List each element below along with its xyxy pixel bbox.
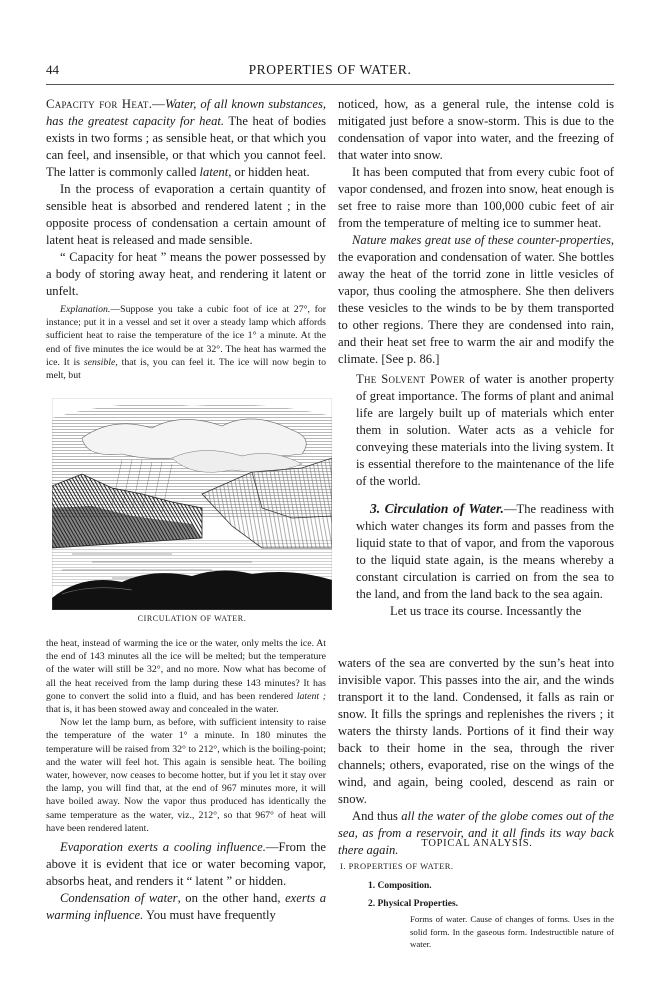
section-heading: 3. Circulation of Water. xyxy=(370,501,504,516)
italic-word: latent ; xyxy=(296,690,326,702)
page-number: 44 xyxy=(46,62,59,77)
evaporation-cooling-paragraph xyxy=(46,839,326,890)
nature-paragraph xyxy=(338,232,614,368)
text-span: that is, it has been stowed away and concealed in the water. xyxy=(46,704,279,716)
italic-statement: all the water of the globe comes out of the sea, as from a reservoir, and it all finds its way back there again. xyxy=(338,809,614,857)
melting-paragraph xyxy=(46,637,326,716)
section-lead: Capacity for Heat.— xyxy=(46,97,166,111)
text-span: , on the other hand, xyxy=(177,891,286,906)
left-column-bottom xyxy=(46,637,326,924)
italic-statement: exerts a warming influence. xyxy=(46,891,327,923)
text-span: of water is another property of great importance. The forms of plant and animal life are largely built up of materials which enter them in solution. Water acts as a vehicle for conveying these materials into the living system. It is essential therefore to the maintenance of the life of the world. xyxy=(356,372,614,488)
italic-heading: Condensation of water xyxy=(60,891,178,906)
solvent-power-block xyxy=(356,371,614,490)
text-span: You must have frequently xyxy=(143,908,276,923)
text-span: the heat, instead of warming the ice or the water, only melts the ice. At the end of 143 minutes all the ice will be melted; but the temperature of the water will still be 32°, and no more. Now what has become of all the heat received from the lamp during these 143 minutes? It has gone to convert the solid into a fluid, and has been rendered xyxy=(46,638,326,702)
evaporation-paragraph: In the process of evaporation a certain quantity of sensible heat is absorbed and rendered latent ; in the opposite process of condensation a certain amount of latent heat is released and made sensible. xyxy=(46,182,326,247)
text-span: , that is, you can feel it. The ice will now begin to melt, but xyxy=(46,356,326,382)
text-span: , the evaporation and condensation of water. She bottles away the heat of the torrid zone in little vesicles of vapor, thus cooling the atmosphere. She then delivers these vesicles to the winds to be by them transported to other regions. There they are condensed into rain, and their heat set free to warm the air and modify the climate. [See p. 86.] xyxy=(338,233,614,366)
circulation-illustration xyxy=(52,398,332,610)
trace-course-line: Let us trace its course. Incessantly the xyxy=(390,604,582,618)
explanation-paragraph xyxy=(46,303,326,382)
text-span: , or hidden heat. xyxy=(228,165,310,179)
figure-caption: CIRCULATION OF WATER. xyxy=(137,614,247,623)
text-span: The heat of bodies exists in two forms ; as sensible heat, or that which you can feel, and insensible, or that which you cannot feel. The latter is commonly called xyxy=(46,114,326,179)
outline-item-composition: 1. Composition. xyxy=(368,881,432,891)
text-span: —The readiness with which water changes its form and passes from the liquid state to that of vapor, and from the vaporous to the liquid state again, is the means whereby a constant circulation is carried on from the sea to the land, and from the land back to the sea again. xyxy=(356,502,615,601)
running-title: PROPERTIES OF WATER. xyxy=(248,62,412,77)
reservoir-paragraph xyxy=(338,808,614,859)
italic-heading: Evaporation exerts a cooling influence. xyxy=(60,840,266,855)
engraving-image xyxy=(52,398,332,610)
italic-word: latent xyxy=(199,165,229,179)
outline-item-properties: I. PROPERTIES OF WATER. xyxy=(340,861,454,871)
left-column-top xyxy=(46,96,326,382)
sea-cycle-paragraph: waters of the sea are converted by the sun’s heat into invisible vapor. This passes into the air, and the winds transport it to the land. Condensed, it falls as rain or snow. It fills the springs and replenishes the rivers ; it waters the thirsty lands. Portions of it find their way back to their home in the sea, through the river channels; others, evaporated, rise on the wings of the wind, and again, being cooled, descend as rain or snow. xyxy=(338,656,614,806)
text-span: —From the above it is evident that ice or water becoming vapor, absorbs heat, and renders it “ latent ” or hidden. xyxy=(46,840,326,889)
solvent-power-paragraph xyxy=(356,371,614,490)
circulation-paragraph xyxy=(356,500,614,603)
running-header xyxy=(46,62,614,82)
right-column-top xyxy=(338,96,614,368)
circulation-block xyxy=(356,500,614,620)
outline-description: Forms of water. Cause of changes of forms. Uses in the solid form. In the gaseous form. Indestructible nature of water. xyxy=(410,914,614,949)
boiling-paragraph: Now let the lamp burn, as before, with sufficient intensity to raise the temperature of the water 1° a minute. In 180 minutes the temperature will be raised from 32° to 212°, which is the boiling-point; and the water will feel hot. This again is sensible heat. The boiling water, however, now ceases to become hotter, but if you let it stay over the lamp, you will find that, at the end of 967 minutes more, it will have boiled away. Now the vapor thus produced has identically the same temperature as the water, viz., 212°, so that 967° of heat will have been rendered latent. xyxy=(46,717,326,834)
capacity-definition-paragraph: “ Capacity for heat ” means the power possessed by a body of storing away heat, and rendering it latent or unfelt. xyxy=(46,250,326,298)
italic-statement: Water, of all known substances, has the greatest capacity for heat. xyxy=(46,97,326,128)
computation-paragraph: It has been computed that from every cubic foot of vapor condensed, and frozen into snow, heat enough is set free to raise more than 100,000 cubic feet of air from the temperature of melting ice to summer heat. xyxy=(338,165,614,230)
snowstorm-paragraph: noticed, how, as a general rule, the intense cold is mitigated just before a snow-storm. This is due to the condensation of vapor into water, and the freezing of that water into snow. xyxy=(338,97,614,162)
section-lead: The Solvent Power xyxy=(356,372,466,386)
italic-statement: Nature makes great use of these counter-properties xyxy=(352,233,611,247)
header-rule xyxy=(46,84,614,85)
condensation-paragraph xyxy=(46,890,326,924)
topical-analysis-title: TOPICAL ANALYSIS. xyxy=(421,838,533,849)
text-span: And thus xyxy=(352,809,402,823)
capacity-for-heat-paragraph xyxy=(46,96,326,181)
explanation-label: Explanation. xyxy=(60,304,111,315)
outline-item-physical-properties: 2. Physical Properties. xyxy=(368,899,459,909)
italic-word: sensible xyxy=(83,356,116,368)
text-span: —Suppose you take a cubic foot of ice at 27°, for instance; put it in a vessel and set it over a steady lamp which affords sufficient heat to raise the temperature of the ice 1° a minute. At the end of five minutes the ice would be at 32°. The heat has warmed the ice. It is xyxy=(46,304,326,368)
right-column-bottom xyxy=(338,655,614,859)
